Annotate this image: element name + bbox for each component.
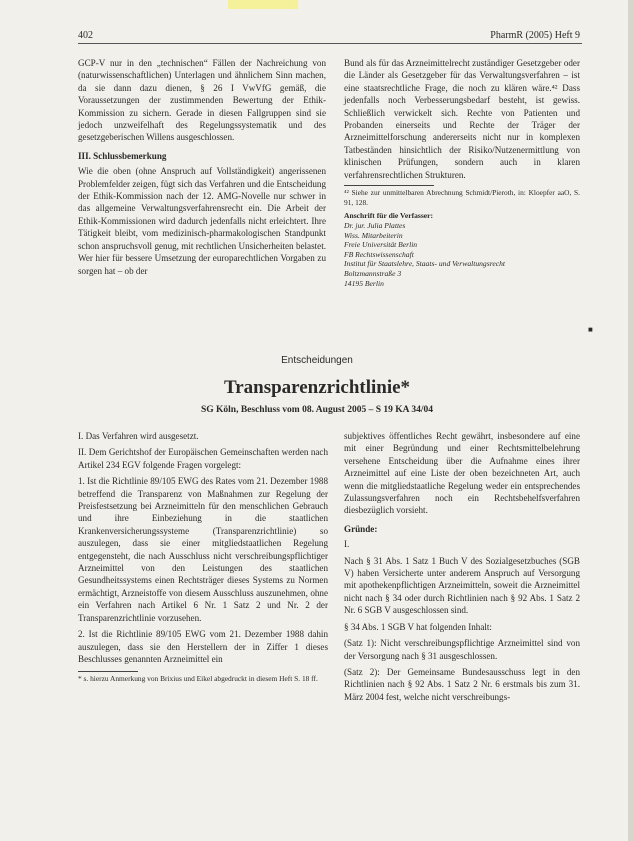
address-line: Freie Universität Berlin xyxy=(344,240,418,250)
paragraph: (Satz 2): Der Gemeinsame Bundesausschuss legt in den Richtlinien nach § 92 Abs. 1 Satz 2 Nr. 6 erstmals bis zum 31. März 2004 fest, welche nicht verschreibungs- xyxy=(344,666,580,702)
paragraph: Wie die oben (ohne Anspruch auf Vollständigkeit) angerissenen Problemfelder zeigen, fügt sich das Verfahren und die Entscheidung der Ethik-Kommission nach der 12. AMG-Novelle nur schwer in das allgemeine Verwaltungsverfahrensrecht ein. Die Arbeit der Ethik-Kommissionen wird dadurch jedenfalls nicht erleichtert. Ihre Tätigkeit bleibt, vom medizinisch-pharmakologischen Standpunkt schon anspruchsvoll genug, mit rechtlichen Unsicherheiten belastet. Wer hier für bessere Umsetzung der europarechtlichen Vorgaben zu sorgen hat – ob der xyxy=(78,166,326,276)
paragraph: I. Das Verfahren wird ausgesetzt. xyxy=(78,431,199,441)
paragraph: (Satz 1): Nicht verschreibungspflichtige Arzneimittel sind von der Versorgung nach § 31 ausgeschlossen. xyxy=(344,638,580,661)
paragraph: subjektives öffentliches Recht gewährt, insbesondere auf eine mit einer Begründung und einer Rechtsmittelbelehrung versehene Entscheidung über die Aufnahme eines ihrer Arzneimittel auf eine Liste der oben bezeichneten Art, auch wenn die mitgliedstaatliche Regelung weder ein entsprechendes Zulassungsverfahren noch ein Rechtsbehelfsverfahren diesbezüglich vorsieht. xyxy=(344,431,580,516)
footnote: ⁴² Siehe zur unmittelbaren Abrechnung Schmidt/Pieroth, in: Kloepfer aaO, S. 91, 128. xyxy=(344,188,580,207)
section-heading: Gründe: xyxy=(344,523,378,534)
footnote-rule xyxy=(78,671,138,672)
address-block xyxy=(344,221,580,288)
address-heading: Anschrift für die Verfasser: xyxy=(344,211,434,221)
paragraph: Nach § 31 Abs. 1 Satz 1 Buch V des Sozialgesetzbuches (SGB V) haben Versicherte unter anderem Anspruch auf Versorgung mit apothekenpflichtigen Arzneimitteln, soweit die Arzneimittel nicht nach § 34 oder durch Richtlinien nach § 92 Abs. 1 Satz 2 Nr. 6 SGB V ausgeschlossen sind. xyxy=(344,555,580,616)
roman-numeral: I. xyxy=(344,539,350,550)
address-line: Wiss. Mitarbeiterin xyxy=(344,230,403,240)
paragraph: § 34 Abs. 1 SGB V hat folgenden Inhalt: xyxy=(344,621,492,632)
bottom-left-column xyxy=(78,430,328,688)
highlighter-mark xyxy=(228,0,298,9)
journal-reference: PharmR (2005) Heft 9 xyxy=(490,30,580,41)
address-line: FB Rechtswissenschaft xyxy=(344,249,414,259)
paragraph: II. Dem Gerichtshof der Europäischen Gemeinschaften werden nach Artikel 234 EGV folgende Fragen vorgelegt: xyxy=(78,447,328,470)
article-title: Transparenzrichtlinie* xyxy=(223,377,411,398)
address-line: Institut für Staatslehre, Staats- und Verwaltungsrecht xyxy=(344,259,506,269)
paragraph: GCP-V nur in den „technischen“ Fällen der Nachreichung von (naturwissenschaftlichen) Unterlagen und ähnlichem Sinn machen, da sie dann dazu dienen, § 26 I VwVfG gemäß, die Voraussetzungen der zustimmenden Bewertung der Ethik-Kommission zu sichern. Gerade in diesen Fallgruppen sind sie jedoch unzweifelhaft des Regelungssystematik und des gesetzgeberischen Willens ausgeschlossen. xyxy=(78,58,326,143)
paragraph: 1. Ist die Richtlinie 89/105 EWG des Rates vom 21. Dezember 1988 betreffend die Transparenz von Maßnahmen zur Regelung der Preisfestsetzung bei Arzneimitteln für den menschlichen Gebrauch und ihre Einbeziehung in die staatlichen Krankenversicherungssysteme (Transparenzrichtlinie) so auszulegen, dass sie einer mitgliedstaatlichen Regelung entgegensteht, die nach Ausschluss nicht verschreibungspflichtiger Arzneimittel von den Leistungen des staatlichen Gesundheitssystems einen Rechtsträger dieses Systems zu Normen ermächtigt, Arzneistoffe von diesem Ausschluss auszunehmen, ohne ein Verfahren nach Artikel 6 Nr. 1 Satz 2 und Nr. 2 der Transparenzrichtlinie vorzusehen. xyxy=(78,476,328,623)
paragraph: Bund als für das Arzneimittelrecht zuständiger Gesetzgeber oder die Länder als Gesetzgeber für das Verwaltungsverfahren – ist eine staatsrechtliche Frage, die noch zu klären wäre.⁴² Dass jedenfalls noch Verbesserungsbedarf besteht, ist gewiss. Schließlich verwickelt sich. Rechte von Patienten und Probanden einerseits und Rechte der Träger der Arzneimittelforschung andererseits nicht nur in komplexen Tatbeständen hinsichtlich der Risiko/Nutzenermittlung von klinischen Prüfungen, sondern auch in klaren verfahrensrechtlichen Strukturen. xyxy=(344,58,580,180)
article-subtitle: SG Köln, Beschluss vom 08. August 2005 – S 19 KA 34/04 xyxy=(200,405,433,415)
scan-edge xyxy=(628,0,634,841)
page-number: 402 xyxy=(78,30,93,41)
end-mark: ■ xyxy=(588,325,593,334)
footnote-rule xyxy=(344,185,434,186)
address-line: 14195 Berlin xyxy=(344,278,384,288)
bottom-right-column xyxy=(344,430,580,707)
footnote: * s. hierzu Anmerkung von Brixius und Eikel abgedruckt in diesem Heft S. 18 ff. xyxy=(78,674,318,684)
header-rule xyxy=(78,43,582,44)
top-left-column xyxy=(78,57,326,281)
section-heading: III. Schlussbemerkung xyxy=(78,150,167,161)
paragraph: 2. Ist die Richtlinie 89/105 EWG vom 21. Dezember 1988 dahin auszulegen, dass sie den Herstellern der in Ziffer 1 dieses Beschlusses genannten Arzneimittel ein xyxy=(78,629,328,664)
address-line: Boltzmannstraße 3 xyxy=(344,269,402,279)
address-line: Dr. jur. Julia Plattes xyxy=(344,221,406,231)
top-right-column xyxy=(344,57,580,288)
section-label: Entscheidungen xyxy=(281,355,353,366)
